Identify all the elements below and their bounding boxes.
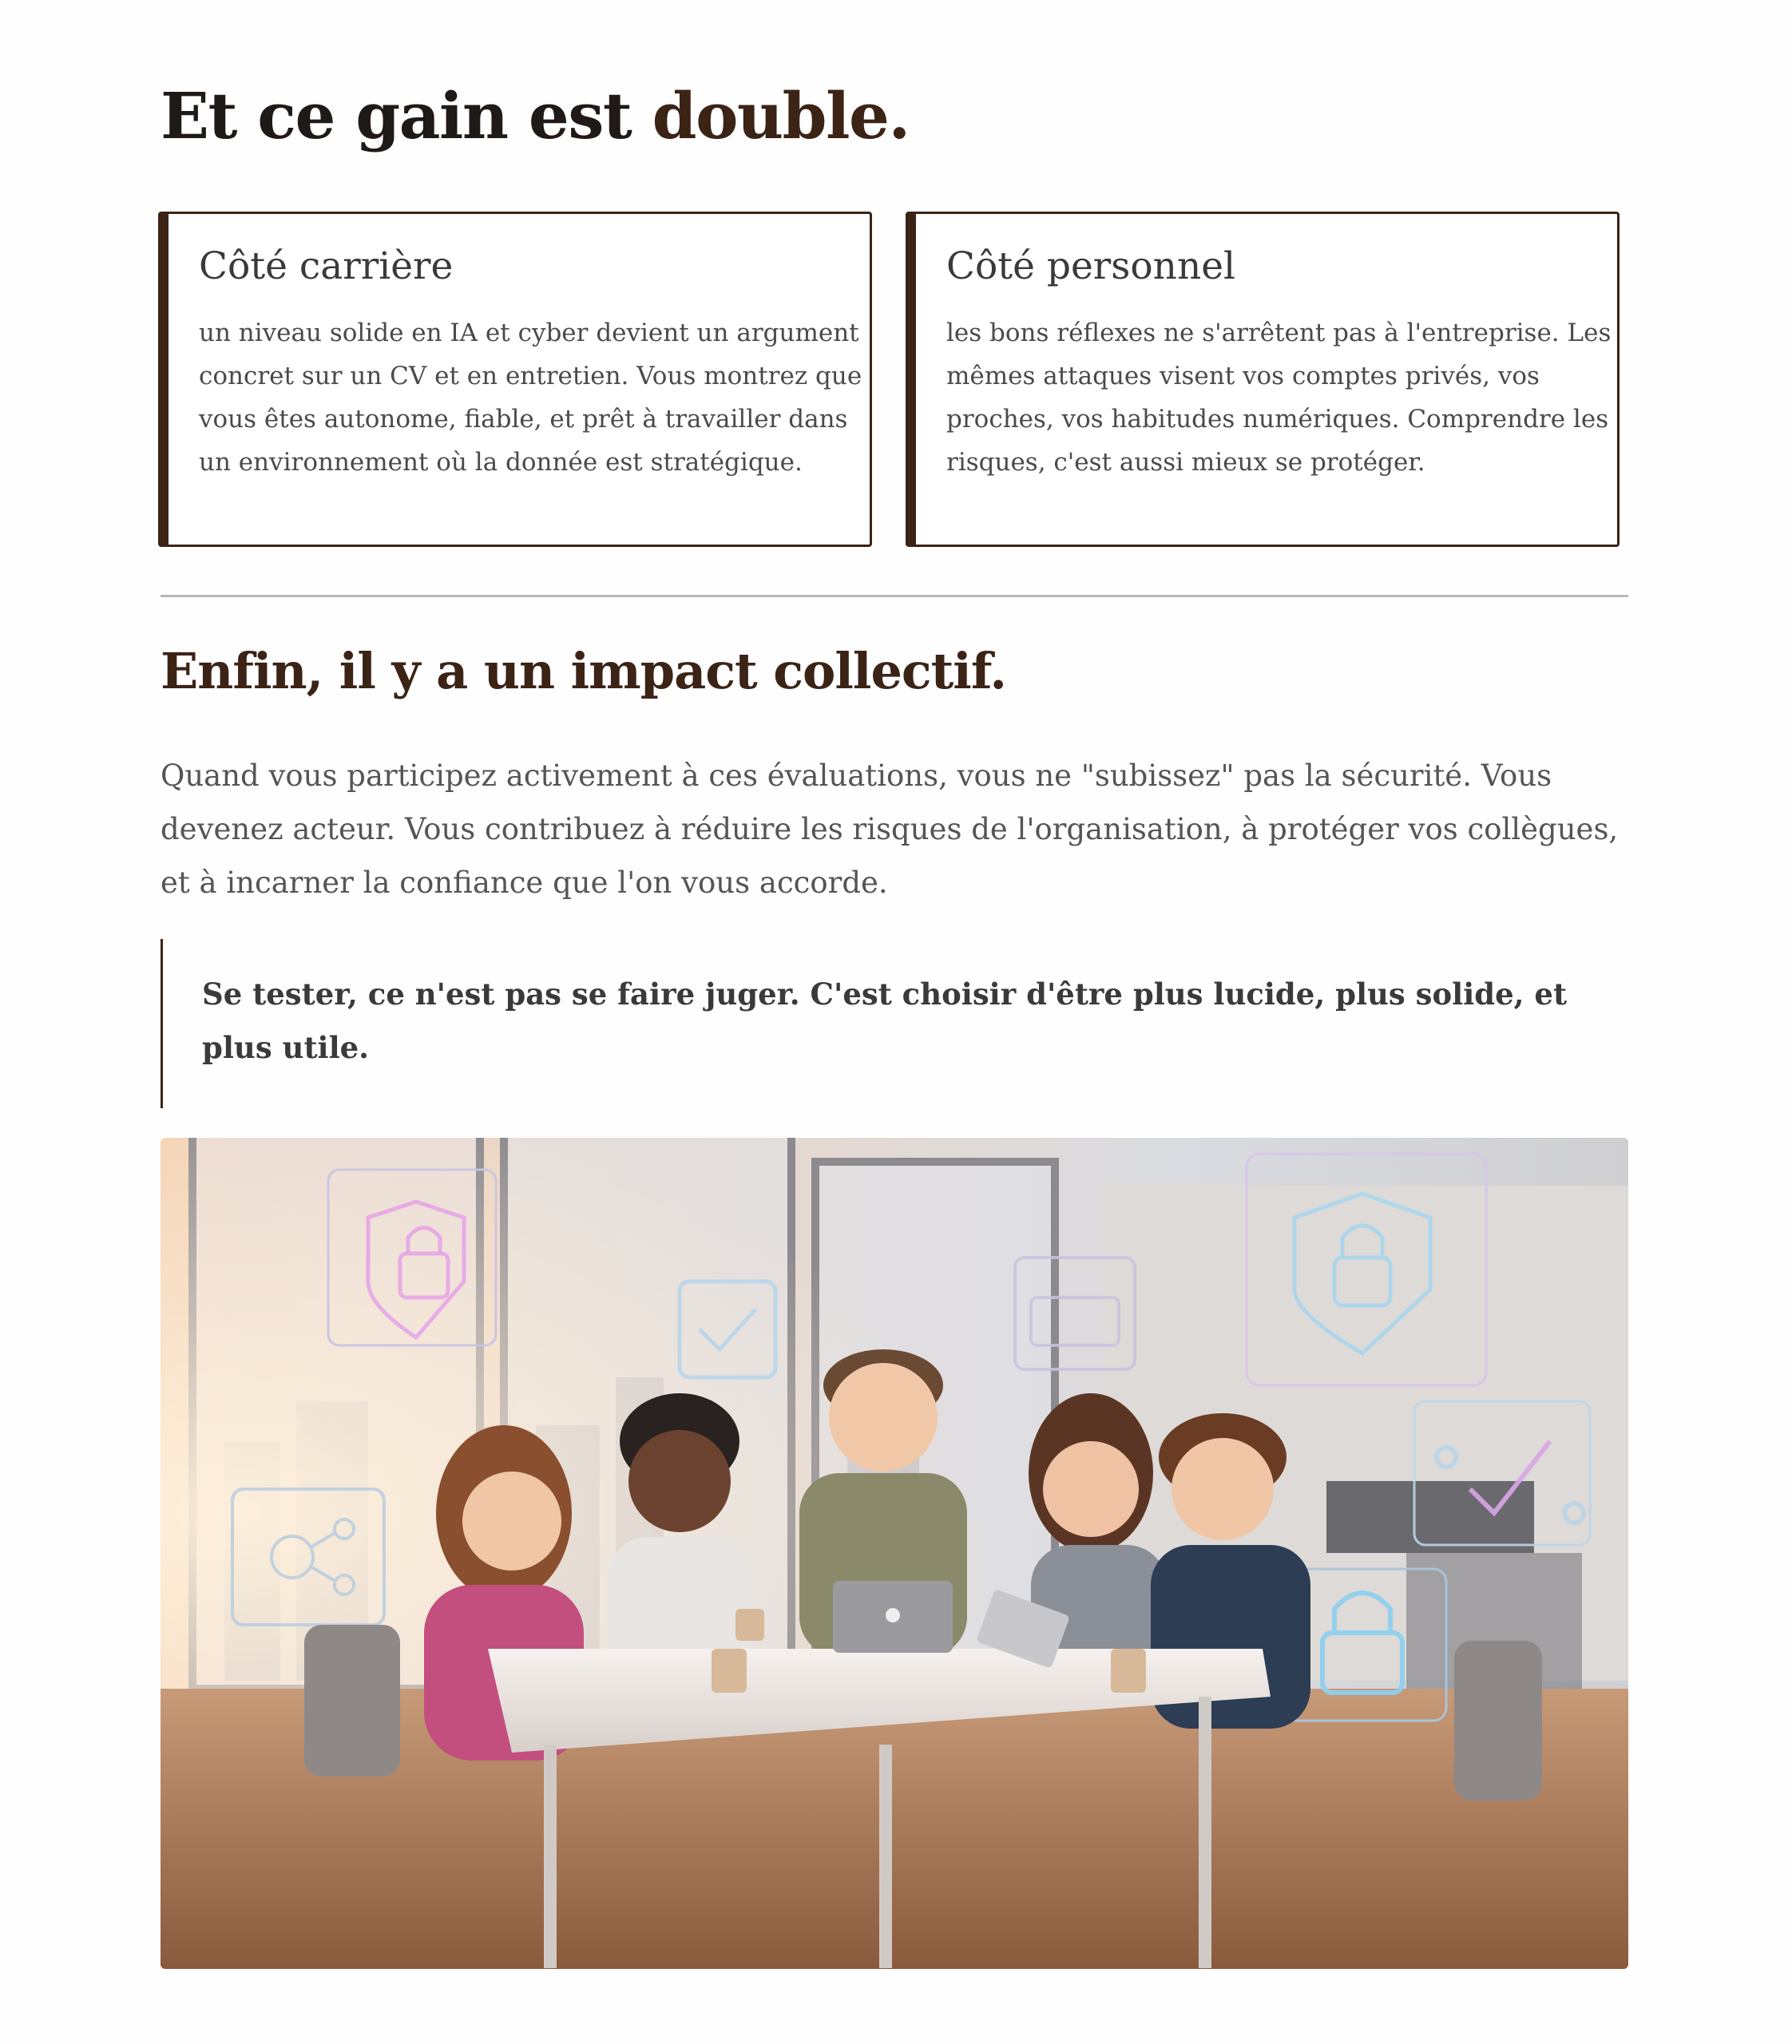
benefit-cards <box>158 212 1631 552</box>
card-personal <box>906 212 1620 547</box>
section-title-gain <box>161 78 910 153</box>
section-title-impact: Enfin, il y a un impact collectif. <box>161 642 1006 700</box>
card-text: un niveau solide en IA et cyber devient un argument concret sur un CV et en entretien. Vous montrez que vous êtes autonome, fiable, et prêt à travailler dans un environnement où la donnée est stratégique. <box>199 319 862 477</box>
card-title: Côté personnel <box>946 244 1236 288</box>
title-accent-word: double. <box>652 78 910 153</box>
pull-quote <box>161 939 1628 1108</box>
section-divider <box>161 595 1628 597</box>
title-text: Et ce gain est <box>161 78 652 153</box>
team-illustration <box>161 1138 1628 1969</box>
quote-text: Se tester, ce n'est pas se faire juger. C'est choisir d'être plus lucide, plus solide, et plus utile. <box>202 976 1568 1065</box>
card-career <box>158 212 872 547</box>
card-text: les bons réflexes ne s'arrêtent pas à l'entreprise. Les mêmes attaques visent vos comptes privés, vos proches, vos habitudes numériques. Comprendre les risques, c'est aussi mieux se protéger. <box>946 319 1612 477</box>
card-title: Côté carrière <box>199 244 454 288</box>
impact-paragraph: Quand vous participez activement à ces évaluations, vous ne "subissez" pas la sécurité. Vous devenez acteur. Vous contribuez à réduire les risques de l'organisation, à protéger vos collègues, et à incarner la confiance que l'on vous accorde. <box>161 759 1619 900</box>
